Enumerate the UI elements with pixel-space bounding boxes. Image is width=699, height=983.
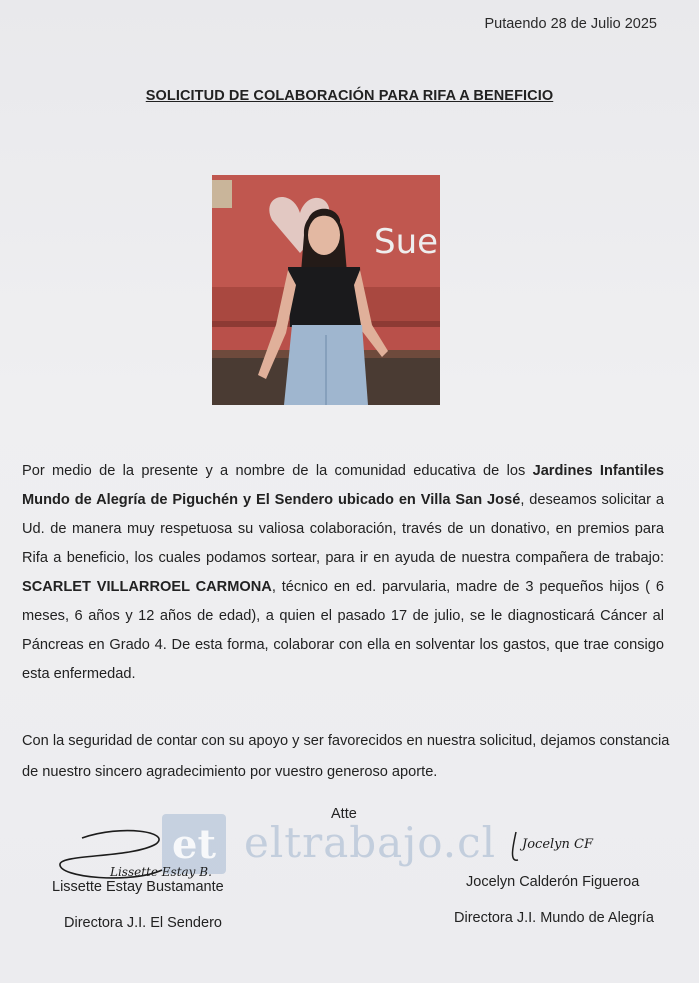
- body-paragraph-1: [22, 457, 664, 689]
- signer-1-role: Directora J.I. El Sendero: [64, 915, 222, 931]
- signature-2-script: Jocelyn CF: [522, 837, 593, 852]
- p1-text-e: , técnico en ed. parvularia, madre de 3 pequeños hijos ( 6 meses, 6 años y 12 años de edad), a quien el pasado 17 de julio, se le diagnosticará Cáncer al Páncreas en Grado 4. De esta forma, colaborar con ella en solventar los gastos, que trae consigo esta enfermedad.: [22, 579, 664, 682]
- document-title: SOLICITUD DE COLABORACIÓN PARA RIFA A BENEFICIO: [145, 88, 554, 104]
- watermark-logo-text: et: [172, 821, 216, 868]
- document-date: Putaendo 28 de Julio 2025: [484, 16, 657, 32]
- signature-1-script: Lissette Estay B.: [110, 865, 212, 879]
- signer-2-role: Directora J.I. Mundo de Alegría: [454, 910, 654, 926]
- p1-beneficiary-name: SCARLET VILLARROEL CARMONA: [22, 579, 272, 595]
- closing-atte: Atte: [331, 806, 357, 822]
- signer-1-name: Lissette Estay Bustamante: [52, 879, 224, 895]
- watermark-site: eltrabajo.cl: [244, 818, 497, 867]
- wall-graffiti: Sue: [374, 222, 439, 262]
- body-paragraph-2: Con la seguridad de contar con su apoyo y ser favorecidos en nuestra solicitud, dejamos constancia de nuestro sincero agradecimiento por vuestro generoso aporte.: [22, 733, 670, 780]
- p1-institutions: Jardines Infantiles Mundo de Alegría de Piguchén y El Sendero ubicado en Villa San José: [22, 463, 664, 508]
- signature-jocelyn: [508, 826, 608, 868]
- p1-text-c: , deseamos solicitar a Ud. de manera muy respetuosa su valiosa colaboración, través de un donativo, en premios para Rifa a beneficio, los cuales podamos sortear, para ir en ayuda de nuestra compañera de trabajo:: [22, 492, 664, 566]
- photo-scarlet: [212, 175, 440, 405]
- signer-2-name: Jocelyn Calderón Figueroa: [466, 874, 640, 890]
- p1-text-a: Por medio de la presente y a nombre de la comunidad educativa de los: [22, 463, 533, 479]
